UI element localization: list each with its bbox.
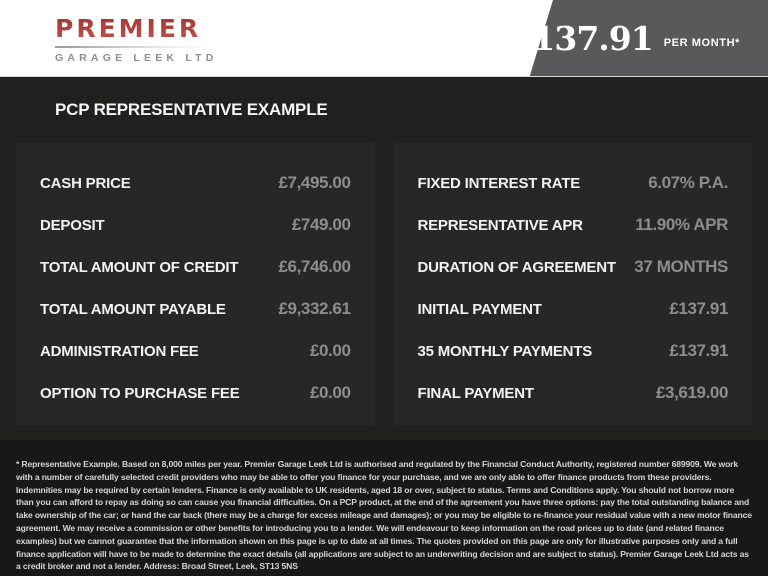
finance-row-label: FIXED INTEREST RATE (417, 174, 581, 192)
monthly-price: £137.91 (510, 19, 653, 58)
finance-row-admin-fee (40, 330, 351, 372)
page-title: PCP REPRESENTATIVE EXAMPLE (55, 100, 328, 119)
finance-row-duration (418, 246, 729, 288)
finance-row-value: £749.00 (291, 215, 351, 234)
dealer-logo (55, 14, 218, 64)
brand-subtitle: GARAGE LEEK LTD (55, 52, 218, 64)
finance-row-value: £0.00 (309, 383, 351, 402)
finance-row-value: £0.00 (309, 341, 351, 360)
finance-row-initial-payment (418, 288, 729, 330)
finance-row-label: DURATION OF AGREEMENT (417, 258, 616, 276)
per-month-label: PER MONTH* (663, 37, 740, 49)
finance-row-value: £7,495.00 (278, 173, 351, 192)
finance-row-option-to-purchase-fee (40, 372, 351, 414)
disclaimer-strip (0, 440, 768, 576)
finance-row-cash-price (40, 162, 351, 204)
finance-row-value: £137.91 (669, 299, 728, 318)
brand-divider (55, 46, 207, 48)
finance-row-representative-apr (418, 204, 729, 246)
finance-row-label: ADMINISTRATION FEE (40, 342, 199, 360)
finance-row-label: OPTION TO PURCHASE FEE (40, 384, 240, 402)
finance-row-fixed-interest-rate (418, 162, 729, 204)
finance-row-label: INITIAL PAYMENT (417, 300, 542, 318)
header (0, 0, 768, 77)
finance-row-label: REPRESENTATIVE APR (417, 216, 583, 234)
finance-row-value: £137.91 (669, 341, 728, 360)
finance-row-label: TOTAL AMOUNT OF CREDIT (40, 258, 239, 276)
finance-row-final-payment (418, 372, 729, 414)
finance-row-monthly-payments (418, 330, 729, 372)
disclaimer-text: * Representative Example. Based on 8,000 miles per year. Premier Garage Leek Ltd is authorised and regulated by the Financial Conduct Authority, registered number 689909. We work with a number of carefully selected credit providers who may be able to offer you finance for your purchase, and we are only able to offer finance products from these providers. Indemnities may be required by certain lenders. Finance is only available to UK residents, aged 18 or over, subject to status. Terms and Conditions apply. You should not borrow more than you can afford to repay as doing so can cause you financial difficulties. On a PCP product, at the end of the agreement you have three options: pay the total outstanding balance and take ownership of the car; or hand the car back (there may be a charge for excess mileage and damages); or you may be eligible to re-finance your residual value with a new motor finance agreement. We may receive a commission or other benefits for introducing you to a lender. We will endeavour to keep information on the road prices up to date (and related finance examples) but we cannot guarantee that the information shown on this page is up to date at all times. The quotes provided on this page are only for illustrative purposes only and a full finance application will have to be made to determine the exact details (all applications are subject to an underwriting decision and are subject to status). Premier Garage Leek Ltd acts as a credit broker and not a lender. Address: Broad Street, Leek, ST13 5NS (16, 459, 752, 572)
brand-name: PREMIER (55, 14, 215, 43)
finance-row-label: DEPOSIT (40, 216, 105, 234)
section-title-bar (0, 77, 768, 135)
finance-row-label: FINAL PAYMENT (417, 384, 534, 402)
finance-row-value: £6,746.00 (278, 257, 351, 276)
finance-panels (0, 135, 768, 440)
finance-row-value: £3,619.00 (655, 383, 728, 402)
finance-panel-right (394, 143, 753, 425)
finance-row-value: 37 MONTHS (634, 257, 728, 276)
finance-panel-left (16, 143, 375, 425)
finance-row-label: 35 MONTHLY PAYMENTS (417, 342, 593, 360)
finance-row-value: 11.90% APR (635, 215, 728, 234)
finance-row-total-credit (40, 246, 351, 288)
finance-row-value: £9,332.61 (278, 299, 351, 318)
finance-row-deposit (40, 204, 351, 246)
finance-row-label: CASH PRICE (40, 174, 131, 192)
finance-row-value: 6.07% P.A. (648, 173, 728, 192)
finance-row-label: TOTAL AMOUNT PAYABLE (40, 300, 226, 318)
finance-row-total-payable (40, 288, 351, 330)
price-flag (510, 0, 768, 77)
